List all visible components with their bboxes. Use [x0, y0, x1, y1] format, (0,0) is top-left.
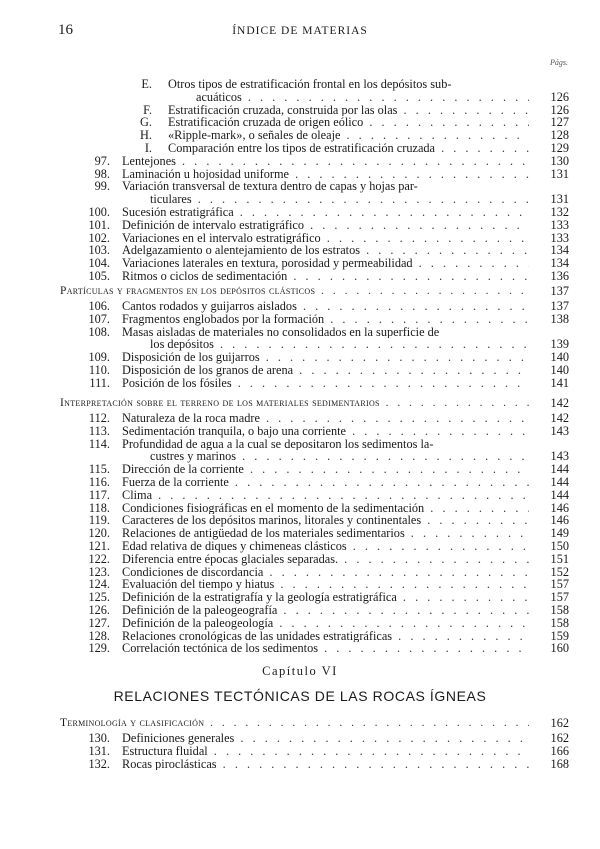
toc-entry	[60, 630, 569, 643]
entry-page: 126	[550, 89, 569, 104]
toc-entry	[60, 617, 569, 630]
section-heading	[60, 716, 569, 730]
entry-number: 123.	[88, 564, 110, 579]
entry-text: Estructura fluidal . . .	[122, 745, 529, 758]
toc-entry	[60, 489, 569, 502]
section-title: Terminología y clasificación . . .	[60, 716, 529, 730]
entry-text: Clima . . .	[122, 489, 529, 502]
entry-text: Sedimentación tranquila, o bajo una corriente . . .	[122, 425, 529, 438]
entry-text: Evaluación del tiempo y hiatus . . .	[122, 578, 529, 591]
entry-text: Estratificación cruzada, construida por las olas . . .	[168, 104, 529, 117]
toc-block-3	[60, 396, 569, 655]
entry-text: custres y marinos . . .	[150, 450, 529, 463]
toc-block-1	[60, 78, 569, 283]
entry-number: 116.	[88, 474, 110, 489]
entry-page: 146	[550, 513, 569, 528]
entry-page: 138	[550, 311, 569, 326]
entry-text: los depósitos . . .	[150, 338, 529, 351]
entry-page: 131	[550, 192, 569, 207]
entry-letter: I.	[144, 140, 152, 155]
toc-entry	[60, 642, 569, 655]
entry-number: 117.	[88, 487, 110, 502]
entry-page: 144	[550, 462, 569, 477]
entry-number: 112.	[88, 411, 110, 425]
entry-page: 134	[550, 256, 569, 271]
entry-text: Caracteres de los depósitos marinos, litorales y continentales . . .	[122, 514, 529, 527]
entry-number: 131.	[88, 743, 110, 758]
entry-page: 128	[550, 128, 569, 143]
entry-page: 129	[550, 140, 569, 155]
section-page: 142	[550, 396, 569, 410]
entry-number: 103.	[88, 243, 110, 258]
toc-entry	[60, 566, 569, 579]
entry-text: Diferencia entre épocas glaciales separadas. . . .	[122, 553, 529, 566]
entry-number: 122.	[88, 551, 110, 566]
running-title: ÍNDICE DE MATERIAS	[232, 25, 368, 37]
entry-page: 146	[550, 500, 569, 515]
entry-letter: G.	[140, 115, 152, 130]
entry-text: Adelgazamiento o alentejamiento de los estratos . . .	[122, 244, 529, 257]
section-heading	[60, 284, 569, 298]
toc-entry	[60, 244, 569, 257]
entry-number: 126.	[88, 602, 110, 617]
entry-text: Laminación u hojosidad uniforme . . .	[122, 168, 529, 181]
entry-page: 139	[550, 337, 569, 352]
toc-entry	[60, 338, 569, 351]
entry-text: Variaciones laterales en textura, porosidad y permeabilidad . . .	[122, 257, 529, 270]
entry-text: Definición de la estratigrafía y la geología estratigráfica . . .	[122, 591, 529, 604]
entry-number: 98.	[94, 166, 110, 181]
entry-page: 157	[550, 590, 569, 605]
entry-page: 166	[550, 743, 569, 758]
toc-entry	[60, 745, 569, 758]
entry-page: 143	[550, 423, 569, 438]
entry-page: 130	[550, 153, 569, 168]
toc-entry	[60, 425, 569, 438]
toc-entry	[60, 364, 569, 377]
entry-page: 144	[550, 474, 569, 489]
toc-entry	[60, 476, 569, 489]
entry-text: Edad relativa de diques y chimeneas clásticos . . .	[122, 540, 529, 553]
chapter-title: RELACIONES TECTÓNICAS DE LAS ROCAS ÍGNEAS	[113, 688, 487, 704]
section-title: Partículas y fragmentos en los depósitos clásticos . . .	[60, 284, 529, 298]
entry-number: 107.	[88, 311, 110, 326]
entry-page: 127	[550, 115, 569, 130]
entry-page: 151	[550, 551, 569, 566]
toc-entry	[60, 758, 569, 771]
entry-text: Comparación entre los tipos de estratificación cruzada . . .	[168, 142, 529, 155]
entry-text: Masas aisladas de materiales no consolidados en la superficie de	[122, 325, 440, 339]
entry-number: 113.	[88, 423, 110, 438]
entry-text: Condiciones de discordancia . . .	[122, 566, 529, 579]
toc-entry	[60, 351, 569, 364]
entry-page: 149	[550, 526, 569, 541]
entry-number: 104.	[88, 256, 110, 271]
entry-page: 168	[550, 756, 569, 771]
entry-text: Ritmos o ciclos de sedimentación . . .	[122, 270, 529, 283]
entry-text: Disposición de los guijarros . . .	[122, 351, 529, 364]
toc-entry	[60, 219, 569, 232]
toc-entry	[60, 313, 569, 326]
toc-entry	[60, 604, 569, 617]
entry-text: Definiciones generales . . .	[122, 732, 529, 745]
section-title: Interpretación sobre el terreno de los materiales sedimentarios . . .	[60, 396, 529, 410]
entry-number: 121.	[88, 538, 110, 553]
entry-text: acuáticos . . .	[196, 91, 529, 104]
entry-text: Correlación tectónica de los sedimentos . . .	[122, 642, 529, 655]
entry-page: 142	[550, 411, 569, 425]
entry-page: 136	[550, 268, 569, 283]
entry-number: 127.	[88, 615, 110, 630]
entry-number: 111.	[89, 375, 110, 390]
entry-page: 131	[550, 166, 569, 181]
toc-entry	[60, 180, 569, 193]
entry-page: 158	[550, 615, 569, 630]
toc-entry	[60, 412, 569, 425]
toc-entry	[60, 463, 569, 476]
page-number: 16	[58, 22, 73, 38]
entry-text: Posición de los fósiles . . .	[122, 377, 529, 390]
entry-page: 162	[550, 731, 569, 745]
entry-page: 137	[550, 299, 569, 313]
entry-text: Variación transversal de textura dentro de capas y hojas par-	[122, 180, 418, 194]
entry-number: 118.	[88, 500, 110, 515]
entry-text: Lentejones . . .	[122, 155, 529, 168]
entry-number: 130.	[88, 731, 110, 745]
toc-entry	[60, 257, 569, 270]
entry-number: 100.	[88, 204, 110, 219]
pags-label: Págs.	[550, 58, 568, 67]
entry-page: 144	[550, 487, 569, 502]
entry-text: Definición de la paleogeografía . . .	[122, 604, 529, 617]
entry-text: Profundidad de agua a la cual se depositaron los sedimentos la-	[122, 437, 434, 451]
toc-entry	[60, 193, 569, 206]
entry-number: 115.	[88, 462, 110, 477]
toc-entry	[60, 142, 569, 155]
entry-number: 124.	[88, 577, 110, 592]
entry-number: 109.	[88, 350, 110, 365]
toc-entry	[60, 129, 569, 142]
toc-entry	[60, 438, 569, 451]
toc-block-4	[60, 716, 569, 770]
entry-letter: H.	[140, 128, 152, 143]
entry-page: 159	[550, 628, 569, 643]
entry-text: Fragmentos englobados por la formación . . .	[122, 313, 529, 326]
entry-number: 120.	[88, 526, 110, 541]
entry-text: Dirección de la corriente . . .	[122, 463, 529, 476]
toc-entry	[60, 91, 569, 104]
section-heading	[60, 396, 569, 410]
entry-page: 143	[550, 449, 569, 464]
entry-number: 101.	[88, 217, 110, 232]
entry-page: 134	[550, 243, 569, 258]
toc-entry	[60, 732, 569, 745]
entry-number: 99.	[94, 179, 110, 194]
entry-letter: F.	[143, 102, 152, 117]
entry-text: ticulares . . .	[150, 193, 529, 206]
entry-page: 152	[550, 564, 569, 579]
entry-number: 128.	[88, 628, 110, 643]
toc-block-2	[60, 284, 569, 390]
entry-text: Definición de intervalo estratigráfico . . .	[122, 219, 529, 232]
entry-text: Relaciones de antigüedad de los materiales sedimentarios . . .	[122, 527, 529, 540]
entry-letter: E.	[141, 77, 152, 91]
entry-text: Naturaleza de la roca madre . . .	[122, 412, 529, 425]
toc-entry	[60, 104, 569, 117]
entry-text: «Ripple-mark», o señales de oleaje . . .	[168, 129, 529, 142]
entry-text: Cantos rodados y guijarros aislados . . .	[122, 300, 529, 313]
toc-entry	[60, 168, 569, 181]
toc-entry	[60, 116, 569, 129]
toc-entry	[60, 540, 569, 553]
toc-entry	[60, 514, 569, 527]
section-page: 137	[550, 284, 569, 298]
toc-entry	[60, 578, 569, 591]
entry-page: 157	[550, 577, 569, 592]
toc-entry	[60, 206, 569, 219]
entry-page: 140	[550, 362, 569, 377]
entry-page: 141	[550, 375, 569, 390]
toc-entry	[60, 502, 569, 515]
toc-entry	[60, 450, 569, 463]
entry-text: Condiciones fisiográficas en el momento de la sedimentación . . .	[122, 502, 529, 515]
entry-text: Rocas piroclásticas . . .	[122, 758, 529, 771]
entry-number: 110.	[88, 362, 110, 377]
toc-entry	[60, 232, 569, 245]
entry-number: 102.	[88, 230, 110, 245]
entry-page: 126	[550, 102, 569, 117]
entry-text: Otros tipos de estratificación frontal en los depósitos sub-	[168, 78, 452, 91]
entry-number: 125.	[88, 590, 110, 605]
entry-number: 129.	[88, 641, 110, 656]
entry-text: Sucesión estratigráfica . . .	[122, 206, 529, 219]
toc-entry	[60, 270, 569, 283]
toc-entry	[60, 553, 569, 566]
entry-number: 97.	[94, 153, 110, 168]
entry-page: 158	[550, 602, 569, 617]
entry-text: Estratificación cruzada de origen eólico . . .	[168, 116, 529, 129]
toc-entry	[60, 527, 569, 540]
entry-page: 140	[550, 350, 569, 365]
entry-page: 150	[550, 538, 569, 553]
entry-text: Fuerza de la corriente . . .	[122, 476, 529, 489]
entry-text: Variaciones en el intervalo estratigráfico . . .	[122, 232, 529, 245]
chapter-label: Capítulo VI	[262, 664, 338, 678]
toc-entry	[60, 300, 569, 313]
entry-page: 133	[550, 217, 569, 232]
entry-number: 132.	[88, 756, 110, 771]
toc-entry	[60, 78, 569, 91]
entry-text: Relaciones cronológicas de las unidades estratigráficas . . .	[122, 630, 529, 643]
toc-entry	[60, 155, 569, 168]
entry-page: 133	[550, 230, 569, 245]
toc-entry	[60, 326, 569, 339]
entry-number: 114.	[88, 436, 110, 451]
toc-entry	[60, 377, 569, 390]
entry-text: Definición de la paleogeología . . .	[122, 617, 529, 630]
section-page: 162	[550, 716, 569, 730]
toc-entry	[60, 591, 569, 604]
entry-number: 105.	[88, 268, 110, 283]
entry-text: Disposición de los granos de arena . . .	[122, 364, 529, 377]
entry-page: 160	[550, 641, 569, 656]
entry-number: 106.	[88, 299, 110, 313]
entry-page: 132	[550, 204, 569, 219]
entry-number: 108.	[88, 324, 110, 339]
entry-number: 119.	[88, 513, 110, 528]
